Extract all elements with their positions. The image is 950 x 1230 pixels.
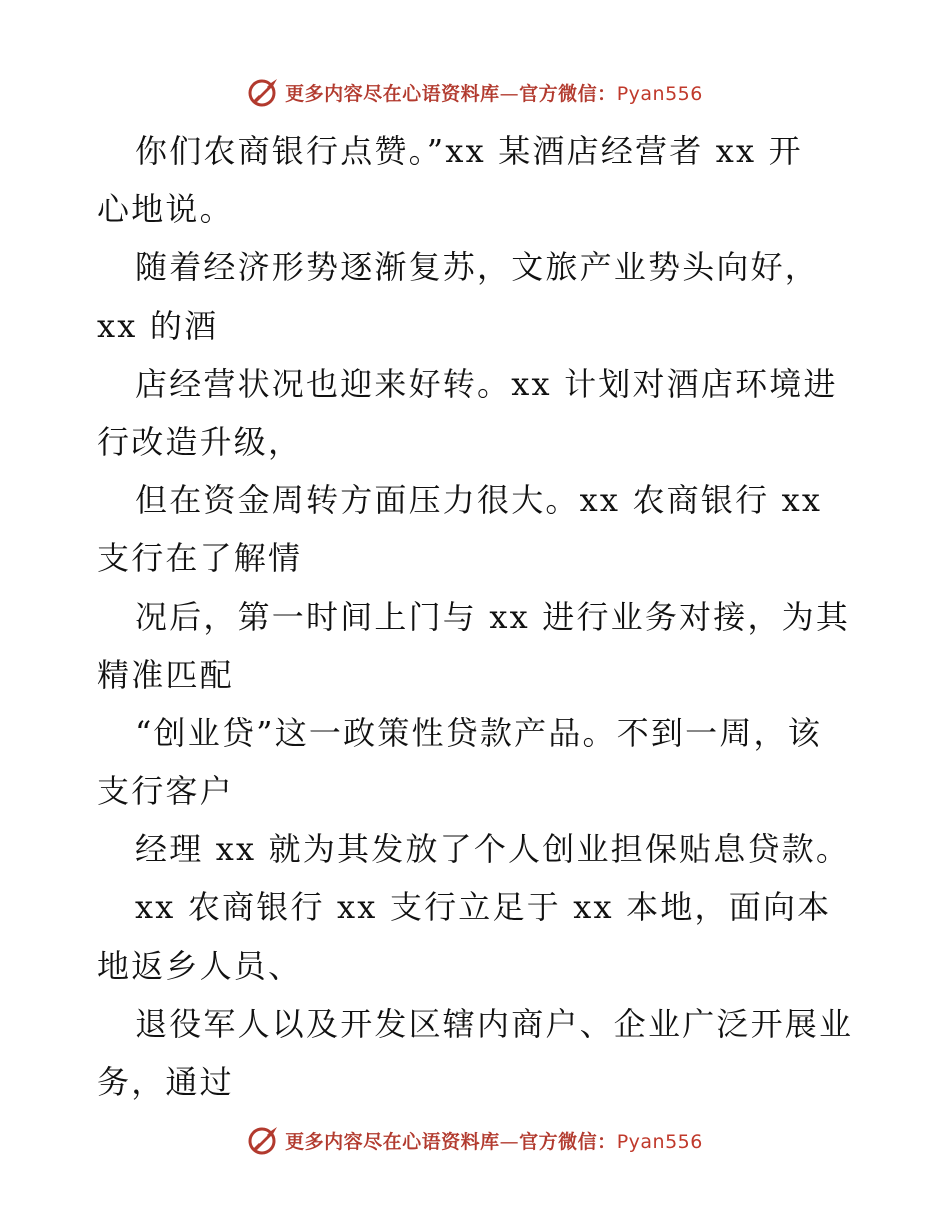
watermark-text: 更多内容尽在心语资料库—官方微信：Pyan556: [285, 1130, 703, 1153]
text-line: 支行客户: [97, 772, 234, 811]
text-line: 务，通过: [97, 1063, 234, 1101]
text-line: xx 的酒: [97, 306, 219, 345]
text-line: “创业贷”这一政策性贷款产品。不到一周，该: [135, 713, 822, 752]
text-line: 你们农商银行点赞。”xx 某酒店经营者 xx 开: [135, 132, 803, 170]
text-line: 但在资金周转方面压力很大。xx 农商银行 xx: [135, 481, 823, 520]
quill-logo-icon: [247, 1123, 281, 1157]
text-line: 心地说。: [97, 190, 234, 229]
watermark-text: 更多内容尽在心语资料库—官方微信：Pyan556: [285, 82, 703, 105]
document-body: [97, 122, 867, 1111]
text-line: 支行在了解情: [97, 539, 303, 578]
text-line: xx 农商银行 xx 支行立足于 xx 本地，面向本: [135, 888, 832, 927]
text-line: 经理 xx 就为其发放了个人创业担保贴息贷款。: [135, 830, 851, 869]
text-line: 行改造升级，: [97, 422, 303, 461]
text-line: 况后，第一时间上门与 xx 进行业务对接，为其: [135, 597, 851, 636]
text-line: 店经营状况也迎来好转。xx 计划对酒店环境进: [135, 364, 838, 403]
header-watermark: [0, 72, 950, 112]
quill-logo-icon: [247, 75, 281, 109]
text-line: 退役军人以及开发区辖内商户、企业广泛开展业: [135, 1004, 854, 1043]
text-line: 随着经济形势逐渐复苏，文旅产业势头向好，: [135, 248, 820, 287]
text-line: 地返乡人员、: [97, 946, 303, 985]
text-line: 精准匹配: [97, 655, 234, 694]
footer-watermark: [0, 1120, 950, 1160]
